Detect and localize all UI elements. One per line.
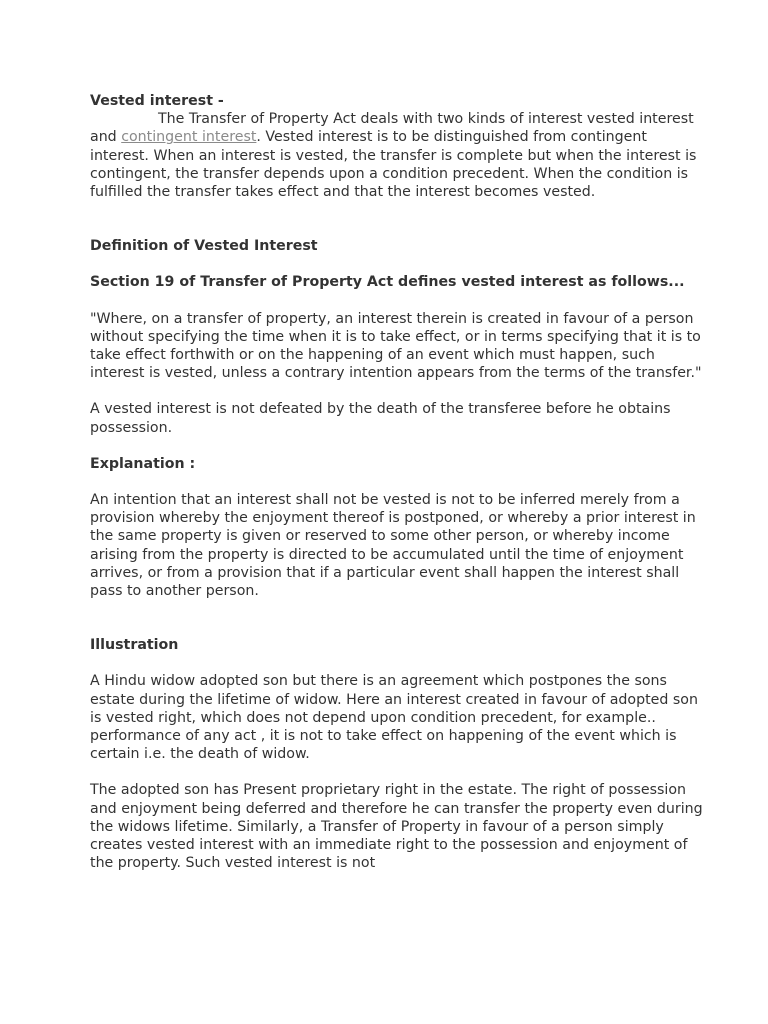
section-19-heading: Section 19 of Transfer of Property Act defines vested interest as follows... (90, 274, 685, 291)
intro-paragraph (90, 110, 710, 201)
illustration-paragraph: A Hindu widow adopted son but there is an agreement which postpones the sons estate during the lifetime of widow. Here an interest created in favour of adopted son is vested right, which does not depend upon condition precedent, for example.. performance of any act , it is not to take effect on happening of the event which is certain i.e. the death of widow. (90, 673, 698, 763)
definition-heading: Definition of Vested Interest (90, 238, 318, 255)
illustration-heading: Illustration (90, 637, 179, 654)
explanation-heading: Explanation : (90, 455, 196, 472)
intro-text-before-link: The Transfer of Property Act deals with two kinds of interest vested interest and (90, 111, 694, 146)
not-defeated-paragraph: A vested interest is not defeated by the death of the transferee before he obtains possession. (90, 401, 671, 436)
adopted-son-paragraph: The adopted son has Present proprietary right in the estate. The right of possession and enjoyment being deferred and therefore he can transfer the property even during the widows lifetime. Similarly, a Transfer of Property in favour of a person simply creates vested interest with an immediate right to the possession and enjoyment of the property. Such vested interest is not (90, 782, 703, 872)
section-19-quote: "Where, on a transfer of property, an interest therein is created in favour of a person without specifying the time when it is to take effect, or in terms specifying that it is to take effect forthwith or on the happening of an event which must happen, such interest is vested, unless a contrary intention appears from the terms of the transfer." (90, 310, 702, 382)
contingent-interest-link[interactable]: contingent interest (121, 129, 257, 146)
explanation-paragraph: An intention that an interest shall not be vested is not to be inferred merely from a provision whereby the enjoyment thereof is postponed, or whereby a prior interest in the same property is given or reserved to some other person, or whereby income arising from the property is directed to be accumulated until the time of enjoyment arrives, or from a provision that if a particular event shall happen the interest shall pass to another person. (90, 492, 696, 600)
vested-interest-heading: Vested interest - (90, 93, 224, 109)
intro-text-after-link: . Vested interest is to be distinguished from contingent interest. When an interest is vested, the transfer is complete but when the interest is contingent, the transfer depends upon a condition precedent. When the condition is fulfilled the transfer takes effect and that the interest becomes vested. (90, 129, 697, 201)
document-body (90, 92, 710, 873)
